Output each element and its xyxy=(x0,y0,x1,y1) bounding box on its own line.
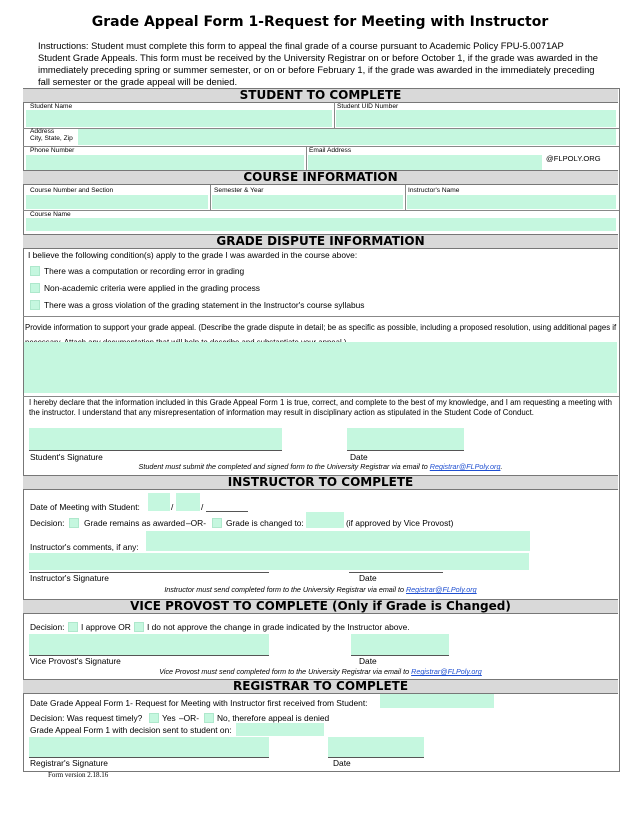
student-section-header: STUDENT TO COMPLETE xyxy=(23,88,618,103)
semester-label: Semester & Year xyxy=(214,187,264,194)
course-name-field[interactable] xyxy=(26,218,616,231)
divider xyxy=(210,185,211,210)
provost-date-field[interactable] xyxy=(351,634,449,655)
declaration: I hereby declare that the information included in this Grade Appeal Form 1 is true, correct, and complete to the best of my knowledge, and I am requesting a meeting with the instructor. I understand that any misrepresentation of information may result in disciplinary action as stipulated in the Student Code of Conduct. xyxy=(29,398,612,417)
address-label: Address xyxy=(30,128,55,135)
divider xyxy=(23,316,619,317)
instructor-signature-label: Instructor's Signature xyxy=(30,573,109,583)
registrar-section-header: REGISTRAR TO COMPLETE xyxy=(23,679,618,694)
semester-field[interactable] xyxy=(212,195,403,209)
form-version: Form version 2.18.16 xyxy=(48,771,109,779)
meeting-day-field[interactable] xyxy=(176,493,200,511)
divider xyxy=(306,146,307,170)
student-signature-field[interactable] xyxy=(29,428,282,450)
student-date-field[interactable] xyxy=(347,428,464,450)
sent-date-field[interactable] xyxy=(236,723,324,736)
option-label-2: Non-academic criteria were applied in the grading process xyxy=(44,283,260,293)
divider xyxy=(23,210,619,211)
received-date-field[interactable] xyxy=(380,694,494,708)
new-grade-field[interactable] xyxy=(306,512,344,528)
student-uid-field[interactable] xyxy=(336,110,616,127)
option-checkbox-2[interactable] xyxy=(30,283,40,293)
instructor-section-header: INSTRUCTOR TO COMPLETE xyxy=(23,475,618,490)
email-field[interactable] xyxy=(308,155,542,170)
registrar-date-field[interactable] xyxy=(328,737,424,757)
divider xyxy=(334,102,335,128)
student-submit-note: Student must submit the completed and signed form to the University Registrar via email to Registrar@FLPoly.org. xyxy=(138,462,503,471)
registrar-email-link[interactable]: Registrar@FLPoly.org xyxy=(429,462,501,471)
timely-no-checkbox[interactable] xyxy=(204,713,214,723)
not-approve-checkbox[interactable] xyxy=(134,622,144,632)
address-field[interactable] xyxy=(78,129,616,145)
provost-submit-note: Vice Provost must send completed form to the University Registrar via email to Registrar@FLPoly.org xyxy=(159,667,482,676)
instructor-date-label: Date xyxy=(359,573,377,583)
timely-yes-label: Yes xyxy=(162,713,176,723)
student-uid-label: Student UID Number xyxy=(337,103,399,110)
grade-remains-label: Grade remains as awarded xyxy=(84,518,186,528)
registrar-signature-field[interactable] xyxy=(29,737,269,757)
provost-signature-label: Vice Provost's Signature xyxy=(30,656,121,666)
registrar-signature-label: Registrar's Signature xyxy=(30,758,108,768)
divider xyxy=(405,185,406,210)
instructor-comments-field[interactable] xyxy=(146,531,530,551)
signature-line xyxy=(29,450,282,451)
date-slash: / xyxy=(171,502,174,512)
email-suffix: @FLPOLY.ORG xyxy=(546,154,601,163)
registrar-email-link[interactable]: Registrar@FLPoly.org xyxy=(411,667,482,676)
dispute-intro: I believe the following condition(s) apply to the grade I was awarded in the course above: xyxy=(28,250,358,260)
student-date-label: Date xyxy=(350,452,368,462)
instructor-name-label: Instructor's Name xyxy=(408,187,460,194)
provost-decision-label: Decision: xyxy=(30,622,65,632)
grade-remains-checkbox[interactable] xyxy=(69,518,79,528)
email-label: Email Address xyxy=(309,147,352,154)
instructor-submit-note: Instructor must send completed form to the University Registrar via email to Registrar@FLPoly.org xyxy=(164,585,477,594)
option-checkbox-3[interactable] xyxy=(30,300,40,310)
grade-changed-label: Grade is changed to: xyxy=(226,518,304,528)
option-label-3: There was a gross violation of the grading statement in the Instructor's course syllabus xyxy=(44,300,365,310)
received-date-label: Date Grade Appeal Form 1- Request for Meeting with Instructor first received from Student: xyxy=(30,698,368,708)
not-approve-label: I do not approve the change in grade indicated by the Instructor above. xyxy=(147,622,410,632)
appeal-details-field[interactable] xyxy=(24,342,617,393)
grade-changed-checkbox[interactable] xyxy=(212,518,222,528)
divider xyxy=(23,396,619,397)
approved-note: (if approved by Vice Provost) xyxy=(346,518,454,528)
instructor-comments-label: Instructor's comments, if any: xyxy=(30,542,139,552)
approve-label: I approve OR xyxy=(81,622,131,632)
city-label: City, State, Zip xyxy=(30,135,73,142)
approve-checkbox[interactable] xyxy=(68,622,78,632)
registrar-email-link[interactable]: Registrar@FLPoly.org xyxy=(405,585,477,594)
meeting-year-line xyxy=(206,511,248,512)
phone-label: Phone Number xyxy=(30,147,75,154)
meeting-date-label: Date of Meeting with Student: xyxy=(30,502,140,512)
or-text: –OR- xyxy=(186,518,207,528)
date-slash: / xyxy=(201,502,204,512)
option-label-1: There was a computation or recording error in grading xyxy=(44,266,245,276)
course-section-header: COURSE INFORMATION xyxy=(23,170,618,185)
timely-label: Decision: Was request timely? xyxy=(30,713,143,723)
provide-instructions: Provide information to support your grade appeal. (Describe the grade dispute in detail; be as specific as possible, including a proposed resolution, using additional pages if xyxy=(25,323,617,332)
timely-no-label: No, therefore appeal is denied xyxy=(217,713,330,723)
provost-signature-field[interactable] xyxy=(29,634,269,655)
instructor-name-field[interactable] xyxy=(407,195,616,209)
provost-section-header: VICE PROVOST TO COMPLETE (Only if Grade is Changed) xyxy=(23,599,618,614)
option-checkbox-1[interactable] xyxy=(30,266,40,276)
registrar-date-label: Date xyxy=(333,758,351,768)
instructor-decision-label: Decision: xyxy=(30,518,65,528)
course-name-label: Course Name xyxy=(30,211,71,218)
or-text: –OR- xyxy=(179,713,200,723)
course-number-field[interactable] xyxy=(26,195,208,209)
dispute-section-header: GRADE DISPUTE INFORMATION xyxy=(23,234,618,249)
course-number-label: Course Number and Section xyxy=(30,187,114,194)
meeting-month-field[interactable] xyxy=(148,493,170,511)
date-line xyxy=(347,450,464,451)
instructor-comments-field-2[interactable] xyxy=(29,553,529,570)
student-name-field[interactable] xyxy=(26,110,332,127)
student-signature-label: Student's Signature xyxy=(30,452,103,462)
instructions: Instructions: Student must complete this form to appeal the final grade of a course pursuant to Academic Policy FPU-5.0071AP Student Grade Appeals. This form must be received by the University Registrar on or before October 1, if the grade was awarded in the immediately preceding spring or summer semester, or on or before February 1, if the grade was awarded in the immediately preceding fall semester or the grade appeal will be denied. xyxy=(38,40,599,87)
page-title: Grade Appeal Form 1-Request for Meeting with Instructor xyxy=(91,14,549,30)
student-name-label: Student Name xyxy=(30,103,73,110)
sent-date-label: Grade Appeal Form 1 with decision sent to student on: xyxy=(30,725,232,735)
timely-yes-checkbox[interactable] xyxy=(149,713,159,723)
provost-date-label: Date xyxy=(359,656,377,666)
phone-field[interactable] xyxy=(26,155,304,170)
